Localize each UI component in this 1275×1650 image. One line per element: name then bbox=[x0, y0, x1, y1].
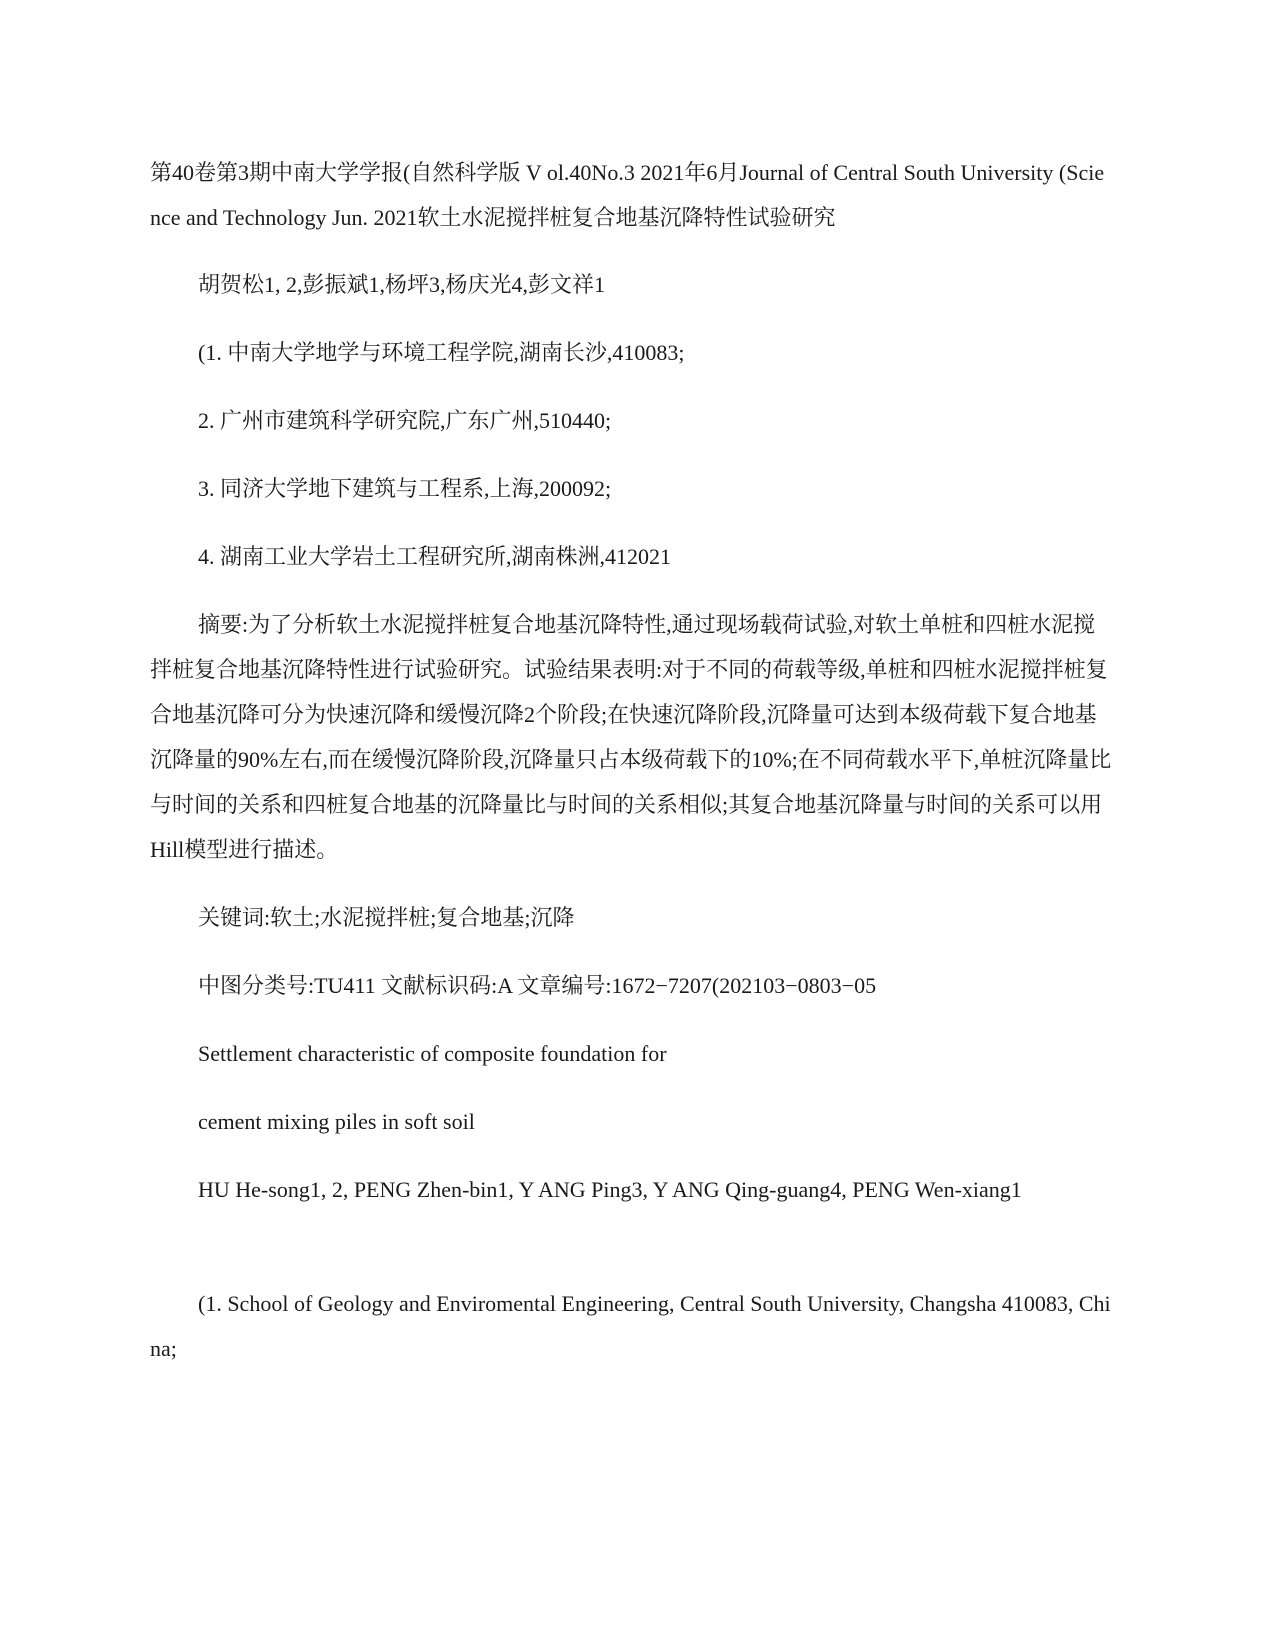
authors-cn: 胡贺松1, 2,彭振斌1,杨坪3,杨庆光4,彭文祥1 bbox=[198, 272, 606, 297]
classification-line: 中图分类号:TU411 文献标识码:A 文章编号:1672−7207(202103−0803−05 bbox=[198, 973, 877, 998]
abstract-cn: 摘要:为了分析软土水泥搅拌桩复合地基沉降特性,通过现场载荷试验,对软土单桩和四桩水泥搅拌桩复合地基沉降特性进行试验研究。试验结果表明:对于不同的荷载等级,单桩和四桩水泥搅拌桩复合地基沉降可分为快速沉降和缓慢沉降2个阶段;在快速沉降阶段,沉降量可达到本级荷载下复合地基沉降量的90%左右,而在缓慢沉降阶段,沉降量只占本级荷载下的10%;在不同荷载水平下,单桩沉降量比与时间的关系和四桩复合地基的沉降量比与时间的关系相似;其复合地基沉降量与时间的关系可以用Hill模型进行描述。 bbox=[150, 612, 1112, 862]
title-en-line-1: Settlement characteristic of composite foundation for bbox=[198, 1041, 667, 1066]
affiliation-cn-1: (1. 中南大学地学与环境工程学院,湖南长沙,410083; bbox=[198, 340, 685, 365]
affiliation-cn-3: 3. 同济大学地下建筑与工程系,上海,200092; bbox=[198, 476, 612, 501]
affiliation-en-1: (1. School of Geology and Enviromental Engineering, Central South University, Changsha 410083, China; bbox=[150, 1291, 1111, 1361]
affiliation-cn-2: 2. 广州市建筑科学研究院,广东广州,510440; bbox=[198, 408, 612, 433]
authors-en: HU He-song1, 2, PENG Zhen-bin1, Y ANG Ping3, Y ANG Qing-guang4, PENG Wen-xiang1 bbox=[198, 1177, 1022, 1202]
journal-header: 第40卷第3期中南大学学报(自然科学版 V ol.40No.3 2021年6月Journal of Central South University (Science and Technology Jun. 2021软土水泥搅拌桩复合地基沉降特性试验研究 bbox=[150, 160, 1105, 230]
affiliation-cn-4: 4. 湖南工业大学岩土工程研究所,湖南株洲,412021 bbox=[198, 544, 672, 569]
title-en-line-2: cement mixing piles in soft soil bbox=[198, 1109, 475, 1134]
keywords-cn: 关键词:软土;水泥搅拌桩;复合地基;沉降 bbox=[198, 905, 575, 930]
